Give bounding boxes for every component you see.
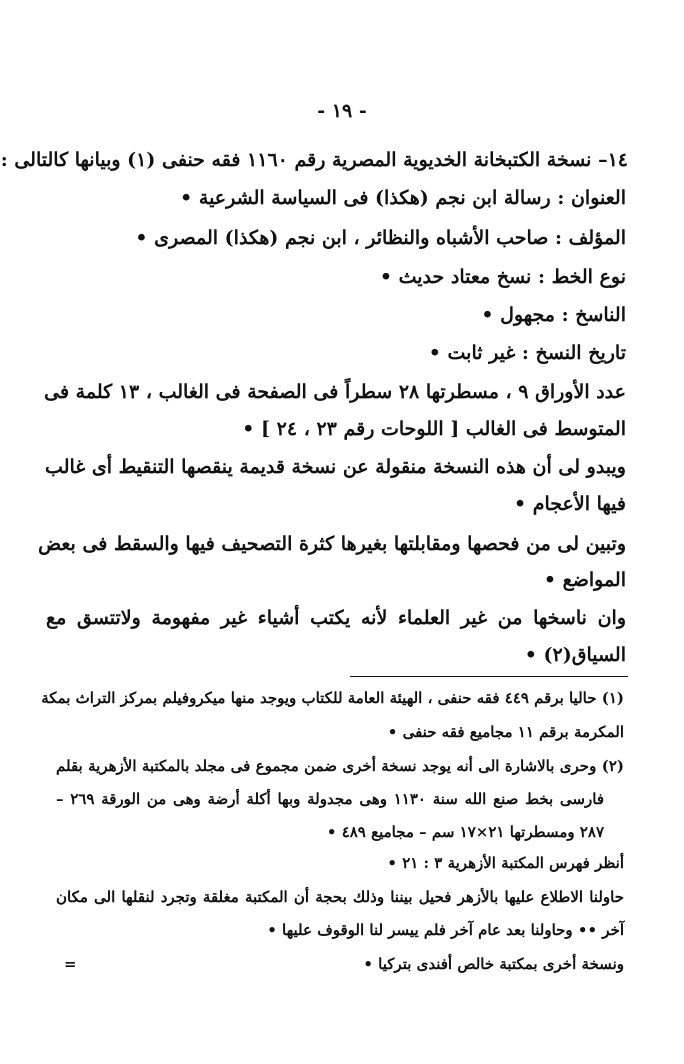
body-line: السياق(٢) • [524,644,626,666]
body-line: تاريخ النسخ : غير ثابت • [428,342,626,364]
footnote-line: أنظر فهرس المكتبة الأزهرية ٣ : ٢١ • [387,854,624,872]
body-line: المؤلف : صاحب الأشباه والنظائر ، ابن نجم (هكذا) المصرى • [135,227,626,249]
footnote-line: (١) حاليا برقم ٤٤٩ فقه حنفى ، الهيئة العامة للكتاب ويوجد منها ميكروفيلم بمركز التراث بمكة [41,689,624,707]
body-line: وتبين لى من فحصها ومقابلتها بغيرها كثرة التصحيف فيها والسقط فى بعض [38,533,626,555]
body-line: المتوسط فى الغالب [ اللوحات رقم ٢٣ ، ٢٤ ] • [242,418,626,440]
body-line: ويبدو لى أن هذه النسخة منقولة عن نسخة قديمة ينقصها التنقيط أى غالب [45,456,626,478]
footnote-line: فارسى بخط صنع الله سنة ١١٣٠ وهى مجدولة وبها أكلة أرضة وهى من الورقة ٢٦٩ – [56,790,604,808]
footnote-line: ٢٨٧ ومسطرتها ٢١×١٧ سم – مجاميع ٤٨٩ • [326,823,604,841]
body-line: فيها الأعجام • [513,493,626,515]
body-line: عدد الأوراق ٩ ، مسطرتها ٢٨ سطراً فى الصفحة فى الغالب ، ١٣ كلمة فى [44,381,626,403]
footnote-line: ونسخة أخرى بمكتبة خالص أفندى بتركيا • [363,955,624,973]
body-line: العنوان : رسالة ابن نجم (هكذا) فى السياسة الشرعية • [180,187,626,209]
body-line: ١٤– نسخة الكتبخانة الخديوية المصرية رقم ١١٦٠ فقه حنفى (١) وبيانها كالتالى : [0,149,628,171]
footnote-line: آخر •• وحاولنا بعد عام آخر فلم ييسر لنا الوقوف عليها • [267,921,624,939]
body-line: وان ناسخها من غير العلماء لأنه يكتب أشياء غير مفهومة ولاتتسق مع [46,607,626,629]
footnote-divider [350,676,628,677]
page-number: - ١٩ - [317,100,367,122]
footnote-line: (٢) وحرى بالاشارة الى أنه يوجد نسخة أخرى ضمن مجموع فى مجلد بالمكتبة الأزهرية بقلم [56,757,624,775]
footnote-line: حاولنا الاطلاع عليها بالأزهر فحيل بيننا وذلك بحجة أن المكتبة مغلقة وتجرد لنقلها الى مكان [56,888,624,906]
footnote-line: المكرمة برقم ١١ مجاميع فقه حنفى • [387,723,624,741]
body-line: المواضع • [543,569,626,591]
margin-mark: = [64,955,77,973]
body-line: نوع الخط : نسخ معتاد حديث • [379,266,626,288]
body-line: الناسخ : مجهول • [481,304,626,326]
